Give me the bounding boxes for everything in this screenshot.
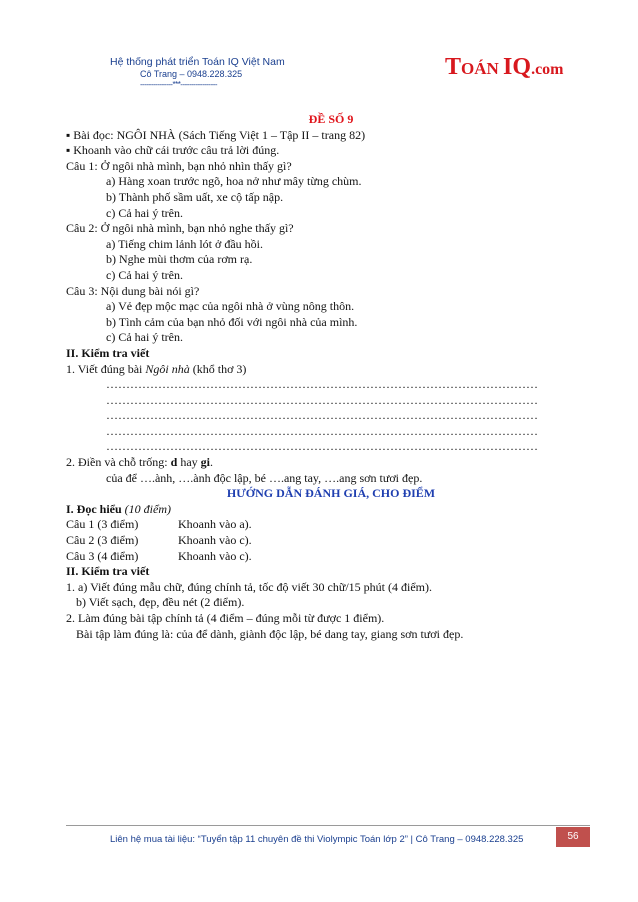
question-3: Câu 3: Nội dung bài nói gì? xyxy=(66,283,200,298)
page-header xyxy=(110,56,285,89)
writing-task-2: 2. Điền và chỗ trống: d hay gi. xyxy=(66,455,214,470)
writing-line: ……………………………………………………………………………………………… xyxy=(106,392,538,407)
page-number: 56 xyxy=(556,827,590,847)
q3-option-a: a) Vẻ đẹp mộc mạc của ngôi nhà ở vùng nông thôn. xyxy=(106,299,355,314)
writing-line: ……………………………………………………………………………………………… xyxy=(106,408,538,423)
answer-line: 1. a) Viết đúng mẫu chữ, đúng chính tả, tốc độ viết 30 chữ/15 phút (4 điểm). xyxy=(66,579,432,594)
answer-section-reading: I. Đọc hiểu (10 điểm) xyxy=(66,501,171,516)
answer-row: Câu 3 (4 điểm) Khoanh vào c). xyxy=(66,548,252,563)
header-divider: ---------------***----------------- xyxy=(140,80,218,89)
answer-row: Câu 1 (3 điểm) Khoanh vào a). xyxy=(66,517,252,532)
q1-option-c: c) Cả hai ý trên. xyxy=(106,205,183,220)
toaniq-logo: TOÁN IQ.com xyxy=(445,54,564,80)
writing-line: ……………………………………………………………………………………………… xyxy=(106,377,538,392)
q3-option-c: c) Cả hai ý trên. xyxy=(106,330,183,345)
footer-divider xyxy=(66,825,590,826)
answer-key-title: HƯỚNG DẪN ĐÁNH GIÁ, CHO ĐIỂM xyxy=(226,486,436,501)
bullet-reading: ▪ Bài đọc: NGÔI NHÀ (Sách Tiếng Việt 1 – Tập II – trang 82) xyxy=(66,127,366,142)
header-org: Hệ thống phát triển Toán IQ Việt Nam xyxy=(110,56,285,68)
writing-task-1: 1. Viết đúng bài Ngôi nhà (khổ thơ 3) xyxy=(66,361,247,376)
bullet-instruction: ▪ Khoanh vào chữ cái trước câu trả lời đúng. xyxy=(66,143,280,158)
bullet-icon: ▪ xyxy=(66,127,74,142)
fill-in-sentence: của để ….ành, ….ành độc lập, bé ….ang tay, ….ang sơn tươi đẹp. xyxy=(106,470,423,485)
answer-line: 2. Làm đúng bài tập chính tả (4 điểm – đúng mỗi từ được 1 điểm). xyxy=(66,611,385,625)
footer-text: Liên hệ mua tài liệu: “Tuyển tập 11 chuyên đề thi Violympic Toán lớp 2” | Cô Trang – 0948.228.325 xyxy=(110,834,524,845)
section-writing: II. Kiểm tra viết xyxy=(66,345,150,360)
document-body xyxy=(66,112,596,642)
question-2: Câu 2: Ở ngôi nhà mình, bạn nhỏ nghe thấy gì? xyxy=(66,221,294,236)
q3-option-b: b) Tình cảm của bạn nhỏ đối với ngôi nhà của mình. xyxy=(106,314,358,329)
question-1: Câu 1: Ở ngôi nhà mình, bạn nhỏ nhìn thấy gì? xyxy=(66,158,292,173)
q2-option-b: b) Nghe mùi thơm của rơm rạ. xyxy=(106,252,253,267)
q1-option-a: a) Hàng xoan trước ngõ, hoa nở như mây từng chùm. xyxy=(106,174,362,189)
writing-line: ……………………………………………………………………………………………… xyxy=(106,423,538,438)
answer-line: b) Viết sạch, đẹp, đều nét (2 điểm). xyxy=(76,595,245,610)
exam-title: ĐỀ SỐ 9 xyxy=(308,112,354,126)
writing-line: ……………………………………………………………………………………………… xyxy=(106,439,538,454)
answer-line: Bài tập làm đúng là: của để dành, giành độc lập, bé dang tay, giang sơn tươi đẹp. xyxy=(76,626,464,641)
answer-section-writing: II. Kiểm tra viết xyxy=(66,564,150,579)
header-contact: Cô Trang – 0948.228.325 xyxy=(140,69,243,79)
q1-option-b: b) Thành phố sầm uất, xe cộ tấp nập. xyxy=(106,189,284,204)
bullet-icon: ▪ xyxy=(66,143,74,158)
q2-option-c: c) Cả hai ý trên. xyxy=(106,267,183,282)
answer-row: Câu 2 (3 điểm) Khoanh vào c). xyxy=(66,533,252,548)
q2-option-a: a) Tiếng chim lảnh lót ở đầu hồi. xyxy=(106,236,264,251)
